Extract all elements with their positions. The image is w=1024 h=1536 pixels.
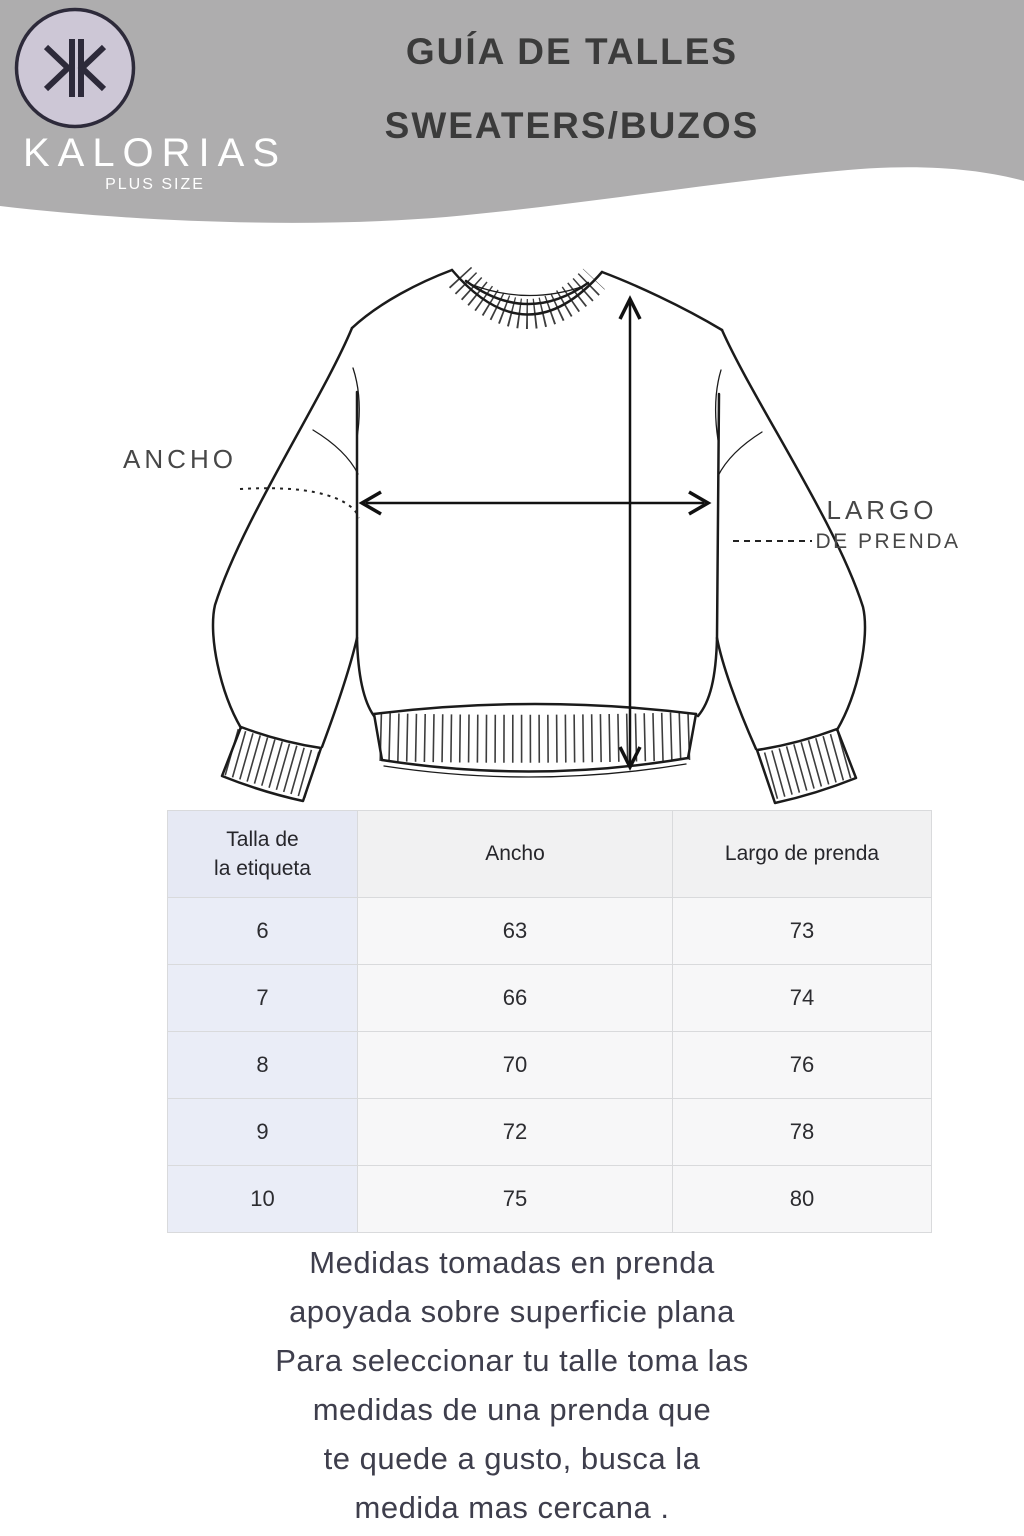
note-line: Medidas tomadas en prenda — [309, 1245, 715, 1280]
page-title-line1: GUÍA DE TALLES — [405, 31, 739, 72]
column-header-talla-line2: la etiqueta — [214, 857, 311, 880]
cell-largo: 73 — [673, 898, 932, 965]
cell-ancho: 66 — [358, 965, 673, 1032]
note-line: medida mas cercana . — [354, 1490, 670, 1525]
page-title — [320, 33, 824, 144]
cell-ancho: 72 — [358, 1099, 673, 1166]
measurement-note — [0, 1238, 1024, 1532]
cell-largo: 78 — [673, 1099, 932, 1166]
kk-monogram-icon — [13, 6, 137, 130]
cell-ancho: 75 — [358, 1166, 673, 1233]
page-title-line2: SWEATERS/BUZOS — [384, 105, 760, 146]
cell-largo: 76 — [673, 1032, 932, 1099]
cell-largo: 74 — [673, 965, 932, 1032]
note-line: Para seleccionar tu talle toma las — [275, 1343, 749, 1378]
table-row — [168, 1166, 932, 1233]
size-table — [167, 810, 932, 1233]
cell-talla: 6 — [168, 898, 358, 965]
table-row — [168, 965, 932, 1032]
column-header-ancho: Ancho — [358, 811, 673, 898]
cell-talla: 8 — [168, 1032, 358, 1099]
note-line: te quede a gusto, busca la — [323, 1441, 701, 1476]
cell-ancho: 63 — [358, 898, 673, 965]
table-row — [168, 1032, 932, 1099]
cell-talla: 9 — [168, 1099, 358, 1166]
cell-ancho: 70 — [358, 1032, 673, 1099]
column-header-largo: Largo de prenda — [673, 811, 932, 898]
cell-largo: 80 — [673, 1166, 932, 1233]
ancho-label: ANCHO — [123, 444, 237, 474]
column-header-talla-line1: Talla de — [226, 827, 299, 851]
brand-tagline: PLUS SIZE — [105, 176, 205, 193]
cell-talla: 10 — [168, 1166, 358, 1233]
largo-label-line1: LARGO — [826, 495, 938, 525]
table-row — [168, 898, 932, 965]
note-line: apoyada sobre superficie plana — [289, 1294, 735, 1329]
note-line: medidas de una prenda que — [312, 1392, 712, 1427]
brand-name: KALORIAS — [22, 131, 288, 175]
column-header-talla — [168, 811, 358, 898]
table-row — [168, 1099, 932, 1166]
largo-label-line2: DE PRENDA — [815, 530, 961, 553]
sweater-measurement-diagram — [0, 240, 1024, 840]
cell-talla: 7 — [168, 965, 358, 1032]
table-header-row — [168, 811, 932, 898]
